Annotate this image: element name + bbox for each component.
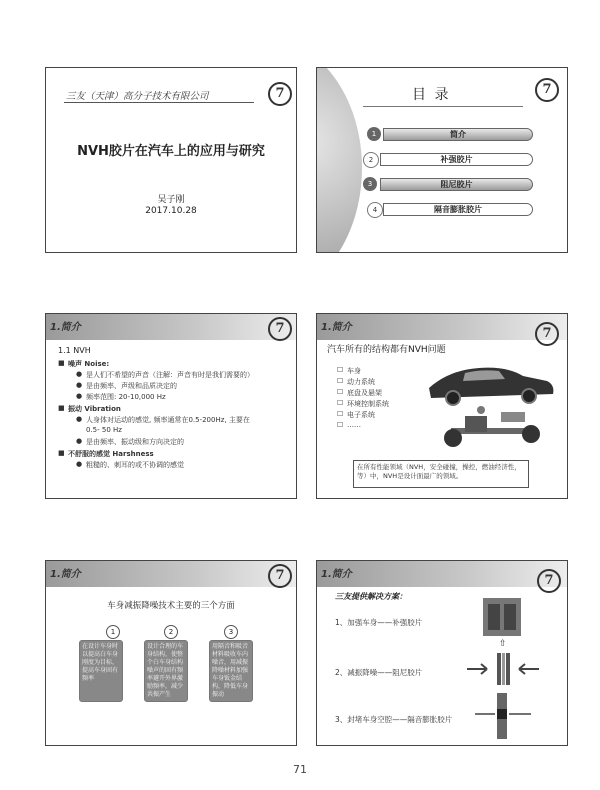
card-number-3: 3	[224, 625, 238, 639]
item-number-4: 4	[367, 202, 383, 218]
section-header: 1.简介	[50, 569, 81, 580]
checklist-item: 环境控制系统	[347, 400, 389, 408]
aspect-card-3: 用隔音和吸音材料吸收车内噪音，用减振降噪材料加强车身钣金结构，降低车身振动	[209, 640, 253, 702]
checkbox-icon: ☐	[337, 399, 344, 407]
slide-3-nvh-intro	[45, 313, 297, 499]
contents-item-intro[interactable]: 简介	[383, 128, 533, 141]
dot-bullet-icon: ●	[76, 415, 83, 423]
square-bullet-icon: ■	[58, 359, 65, 367]
item-number-2: 2	[363, 152, 379, 168]
car-illustration	[419, 354, 559, 459]
slide-1-title	[45, 67, 297, 253]
slide-2-contents	[316, 67, 568, 253]
vibration-point: 人身体对运动的感觉, 频率通常在0.5-200Hz, 主要在	[86, 416, 250, 424]
aspect-card-2: 设计合理的车身结构，使整个白车身结构噪声的固有频率避开外界激励频率，减少共振产生	[144, 640, 188, 702]
checkbox-icon: ☐	[337, 421, 344, 429]
header-band	[317, 561, 567, 587]
checkbox-icon: ☐	[337, 410, 344, 418]
dot-bullet-icon: ●	[76, 370, 83, 378]
contents-item-reinforcement[interactable]: 补强胶片	[380, 153, 533, 166]
card-number-2: 2	[164, 625, 178, 639]
slide-5-three-aspects	[45, 560, 297, 746]
harshness-label: 不舒服的感觉 Harshness	[68, 450, 154, 458]
logo-icon: 7	[535, 322, 559, 346]
checklist-item: 底盘及悬架	[347, 389, 382, 397]
company-name: 三友（天津）高分子技术有限公司	[66, 91, 209, 102]
header-band	[317, 314, 567, 340]
checklist-item: 车身	[347, 367, 361, 375]
logo-icon: 7	[268, 564, 292, 588]
title-rule	[363, 106, 523, 107]
square-bullet-icon: ■	[58, 449, 65, 457]
slide-title: 车身减振降噪技术主要的三个方面	[107, 601, 235, 611]
checklist-item: 动力系统	[347, 378, 375, 386]
section-header: 1.简介	[50, 322, 81, 333]
item-number-3: 3	[363, 177, 377, 191]
slide-4-vehicle-structures	[316, 313, 568, 499]
dot-bullet-icon: ●	[76, 381, 83, 389]
subtitle: 1.1 NVH	[58, 346, 91, 355]
checkbox-icon: ☐	[337, 377, 344, 385]
slide-6-solutions	[316, 560, 568, 746]
author-name: 吴子刚	[157, 195, 185, 205]
decorative-sphere	[316, 67, 362, 253]
slide-title: 三友提供解决方案：	[335, 592, 407, 601]
checklist-item: 电子系统	[347, 411, 375, 419]
reinforcement-diagram	[477, 596, 527, 644]
contents-title: 目 录	[412, 87, 451, 103]
cavity-sealing-diagram	[473, 693, 533, 739]
contents-item-expansion[interactable]: 隔音膨胀胶片	[383, 203, 533, 216]
presentation-title: NVH胶片在汽车上的应用与研究	[77, 144, 265, 159]
dot-bullet-icon: ●	[76, 437, 83, 445]
vibration-point: 是由频率、振动级和方向决定的	[86, 438, 184, 446]
checkbox-icon: ☐	[337, 366, 344, 374]
vibration-point: 0.5- 50 Hz	[86, 426, 122, 434]
company-underline	[64, 102, 254, 103]
logo-icon: 7	[268, 82, 292, 106]
presentation-date: 2017.10.28	[145, 206, 197, 216]
solution-item-3: 3、封堵车身空腔——隔音膨胀胶片	[335, 715, 453, 724]
damping-diagram	[463, 651, 543, 687]
dot-bullet-icon: ●	[76, 392, 83, 400]
logo-icon: 7	[535, 78, 559, 102]
contents-item-damping[interactable]: 阻尼胶片	[380, 178, 533, 191]
checkbox-icon: ☐	[337, 388, 344, 396]
logo-icon: 7	[537, 569, 561, 593]
dot-bullet-icon: ●	[76, 460, 83, 468]
item-number-1: 1	[367, 127, 381, 141]
card-number-1: 1	[106, 625, 120, 639]
section-header: 1.简介	[321, 569, 352, 580]
solution-item-1: 1、加强车身——补强胶片	[335, 618, 423, 627]
noise-point: 是人们不希望的声音（注解：声音有时是我们需要的）	[86, 371, 254, 379]
noise-point: 是由频率、声级和品质决定的	[86, 382, 177, 390]
noise-point: 频率范围: 20-10,000 Hz	[86, 393, 166, 401]
logo-icon: 7	[268, 317, 292, 341]
up-arrow-icon: ⇧	[499, 639, 507, 649]
header-band	[46, 314, 296, 340]
harshness-point: 粗糙的、刺耳的或不协调的感觉	[86, 461, 184, 469]
solution-item-2: 2、减振降噪——阻尼胶片	[335, 668, 423, 677]
page-number: 71	[293, 763, 307, 776]
note-box: 在所有性能领域（NVH，安全碰撞，操控，燃油经济性，等）中，NVH是设计面最广的领域。	[353, 460, 529, 488]
aspect-card-1: 在设计车身时以提高白车身刚度为目标，提高车身固有频率	[79, 640, 123, 702]
checklist-item: ……	[347, 421, 361, 429]
noise-label: 噪声 Noise:	[68, 360, 110, 368]
header-band	[46, 561, 296, 587]
slide-title: 汽车所有的结构都有NVH问题	[327, 345, 446, 355]
square-bullet-icon: ■	[58, 404, 65, 412]
section-header: 1.简介	[321, 322, 352, 333]
vibration-label: 振动 Vibration	[68, 405, 121, 413]
